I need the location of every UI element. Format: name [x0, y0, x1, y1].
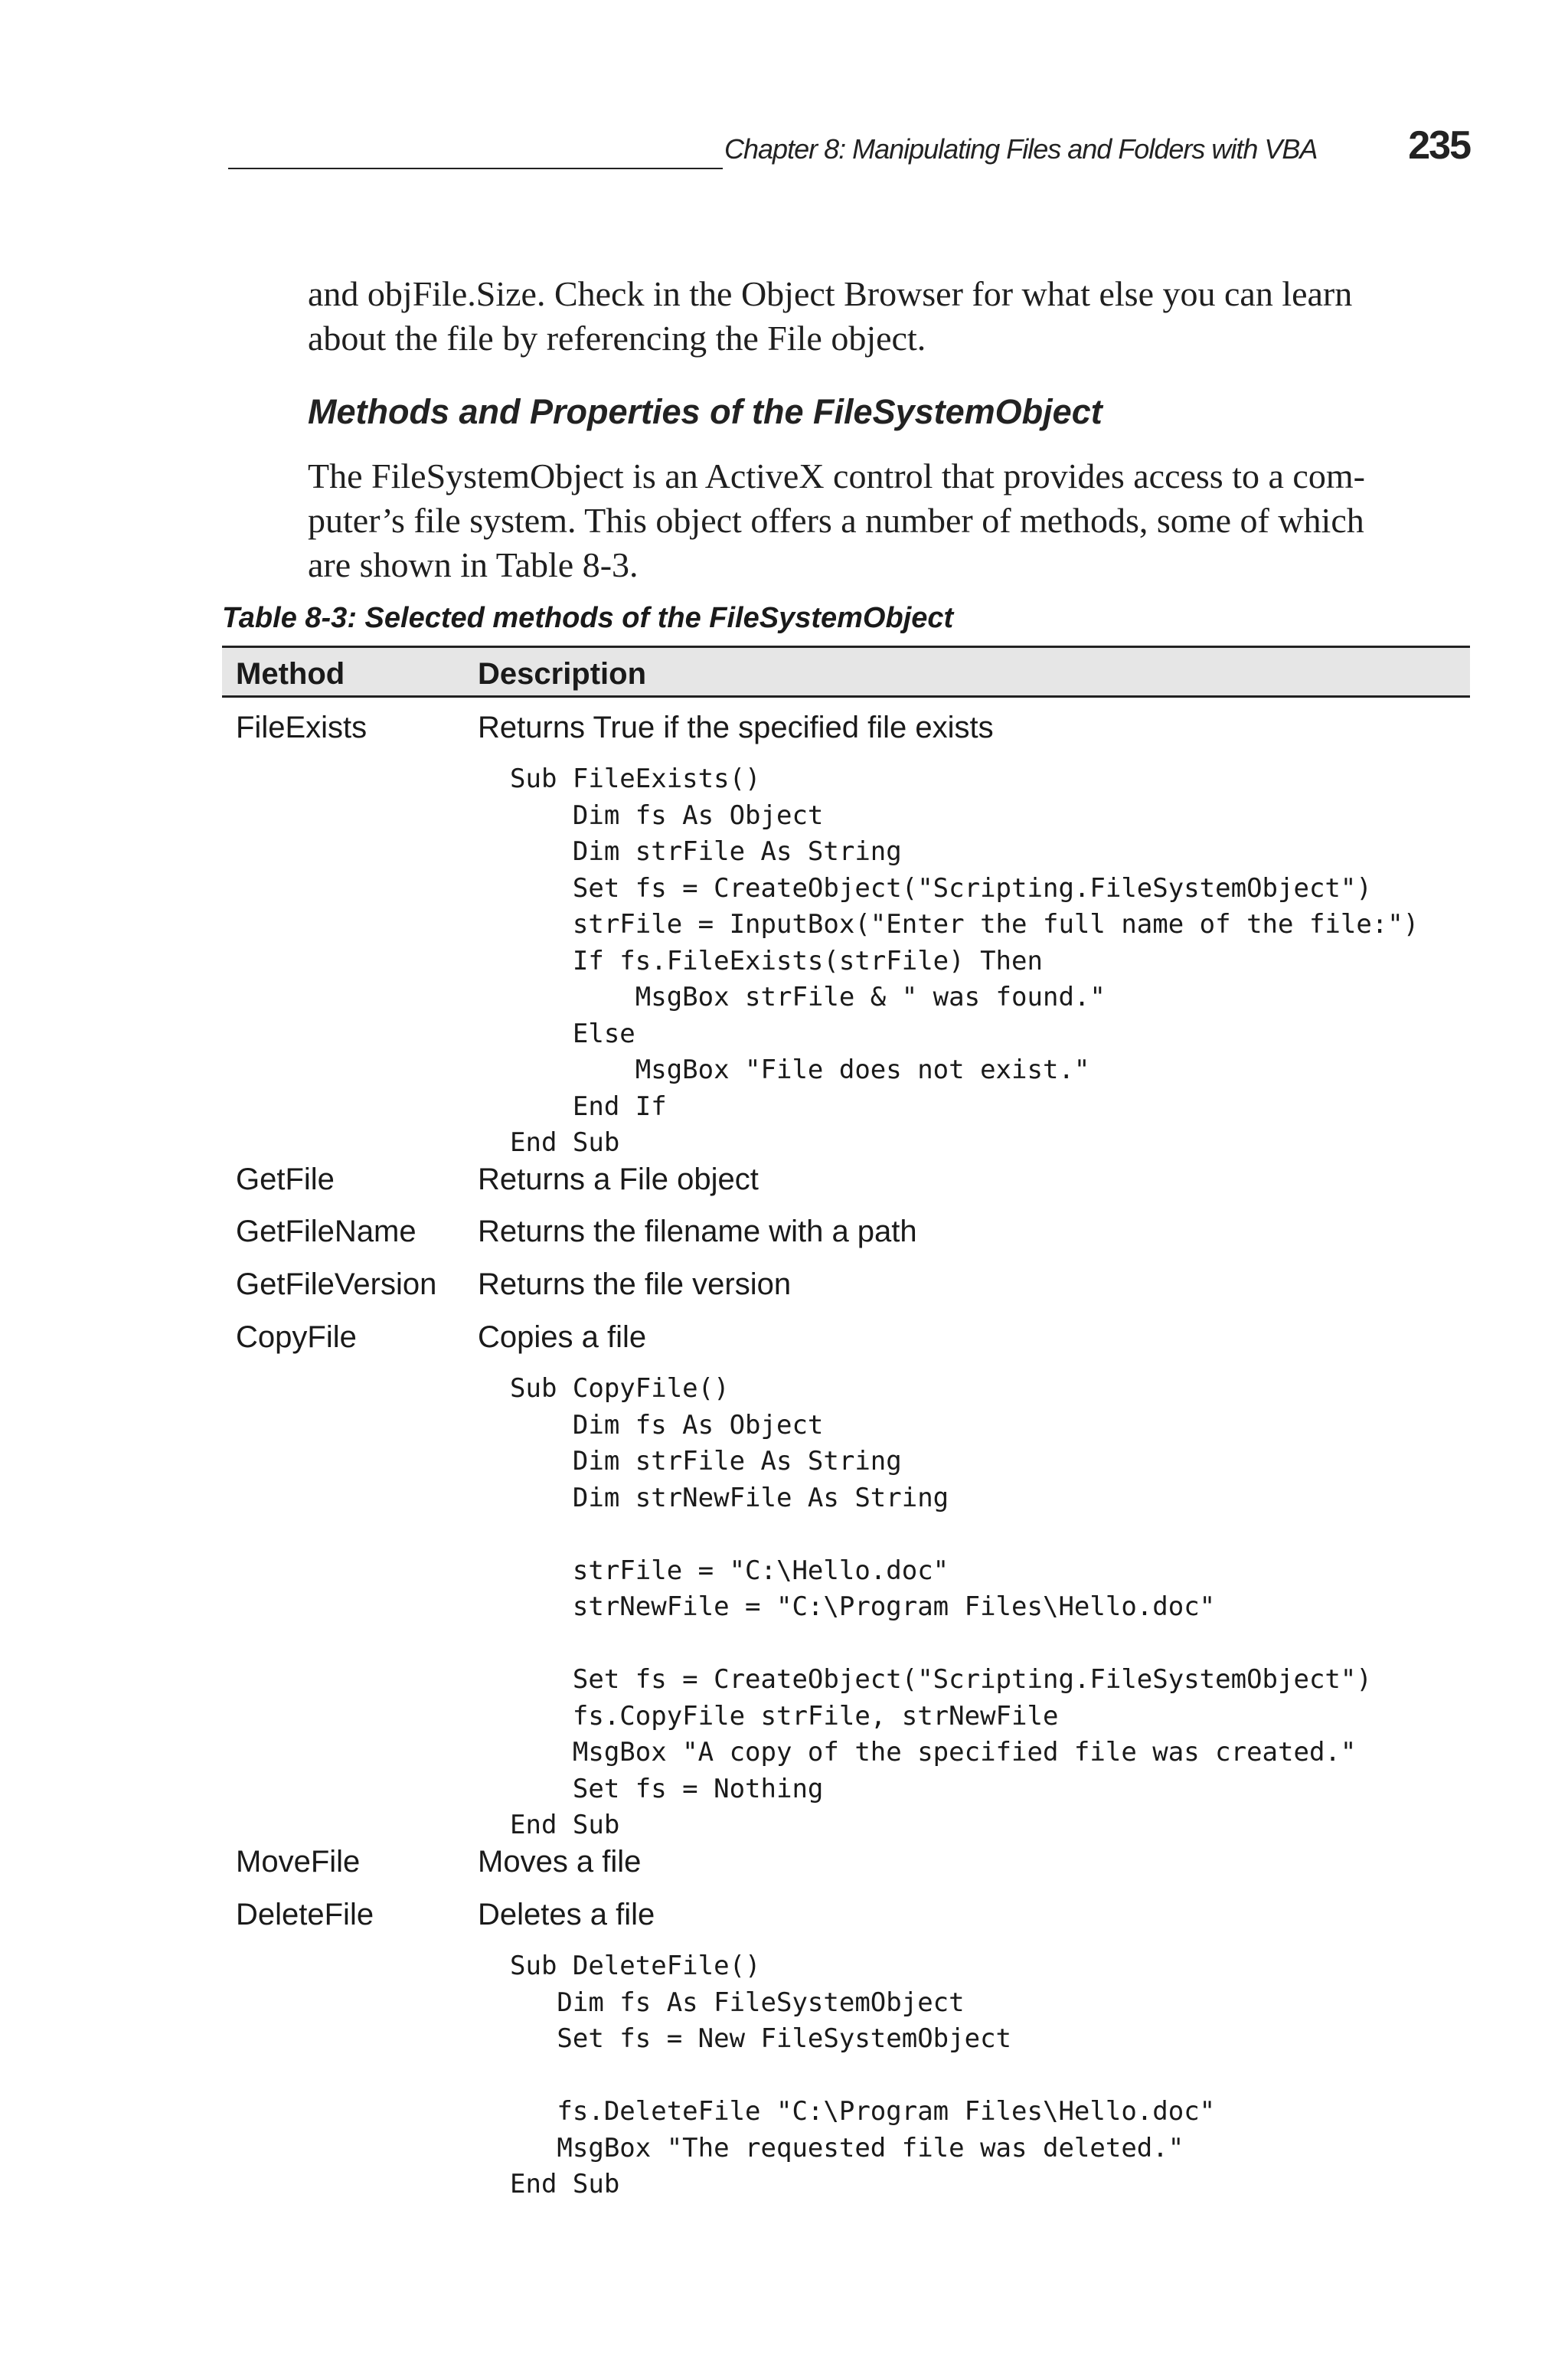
code-line: Dim strNewFile As String [510, 1482, 949, 1513]
code-sample-deletefile [510, 1948, 1215, 2203]
code-line: fs.CopyFile strFile, strNewFile [510, 1700, 1059, 1732]
column-header-description: Description [478, 657, 647, 691]
code-line: Sub DeleteFile() [510, 1951, 761, 1981]
code-line: Set fs = New FileSystemObject [510, 2023, 1012, 2054]
code-line: Else [510, 1018, 635, 1049]
paragraph-line: about the file by referencing the File object. [308, 319, 926, 358]
description-deletefile: Deletes a file [478, 1898, 655, 1931]
method-getfile: GetFile [236, 1163, 335, 1196]
paragraph-line: are shown in Table 8-3. [308, 545, 639, 584]
chapter-title: Chapter 8: Manipulating Files and Folders with VBA [724, 133, 1318, 165]
method-getfilename: GetFileName [236, 1215, 416, 1248]
intro-paragraph [308, 272, 1472, 361]
code-line [510, 1516, 1372, 1553]
code-line: Set fs = CreateObject("Scripting.FileSystemObject") [510, 1664, 1372, 1695]
code-line: fs.DeleteFile "C:\Program Files\Hello.doc" [510, 2096, 1216, 2127]
table-caption: Table 8-3: Selected methods of the FileSystemObject [222, 602, 954, 634]
page-number: 235 [1408, 123, 1470, 168]
method-getfileversion: GetFileVersion [236, 1267, 437, 1301]
column-header-method: Method [236, 657, 345, 691]
code-line: Sub CopyFile() [510, 1373, 730, 1404]
code-line: strFile = "C:\Hello.doc" [510, 1555, 949, 1586]
paragraph-line: The FileSystemObject is an ActiveX control that provides access to a com- [308, 456, 1365, 495]
code-line: Dim fs As Object [510, 800, 824, 831]
method-movefile: MoveFile [236, 1845, 361, 1879]
code-line: Dim fs As Object [510, 1409, 824, 1441]
description-fileexists: Returns True if the specified file exists [478, 711, 994, 744]
code-line: Set fs = Nothing [510, 1773, 824, 1804]
code-line [510, 2058, 1215, 2095]
code-line: strFile = InputBox("Enter the full name of the file:") [510, 909, 1419, 940]
section-paragraph [308, 454, 1472, 587]
code-line: MsgBox "The requested file was deleted." [510, 2132, 1184, 2163]
code-sample-copyfile [510, 1371, 1372, 1844]
paragraph-line: and objFile.Size. Check in the Object Browser for what else you can learn [308, 274, 1353, 313]
code-line: Set fs = CreateObject("Scripting.FileSystemObject") [510, 872, 1372, 904]
code-line: End Sub [510, 1810, 620, 1840]
code-line: End Sub [510, 1127, 620, 1158]
code-line: Dim strFile As String [510, 836, 902, 867]
code-line: MsgBox "File does not exist." [510, 1055, 1090, 1085]
code-line: End If [510, 1091, 667, 1122]
description-getfileversion: Returns the file version [478, 1267, 792, 1301]
code-line: End Sub [510, 2169, 620, 2199]
code-line: strNewFile = "C:\Program Files\Hello.doc" [510, 1591, 1216, 1622]
code-line: Dim fs As FileSystemObject [510, 1987, 965, 2018]
method-copyfile: CopyFile [236, 1320, 357, 1354]
method-deletefile: DeleteFile [236, 1898, 374, 1931]
code-line: Dim strFile As String [510, 1446, 902, 1477]
code-line: MsgBox "A copy of the specified file was created." [510, 1737, 1357, 1768]
code-line: MsgBox strFile & " was found." [510, 982, 1106, 1012]
section-heading: Methods and Properties of the FileSystemObject [308, 392, 1102, 431]
paragraph-line: puter’s file system. This object offers a number of methods, some of which [308, 501, 1364, 540]
running-head [228, 123, 1470, 176]
header-rule [228, 168, 723, 169]
code-sample-fileexists [510, 761, 1419, 1162]
description-copyfile: Copies a file [478, 1320, 647, 1354]
method-fileexists: FileExists [236, 711, 368, 744]
table-header [222, 646, 1470, 698]
code-line [510, 1626, 1372, 1663]
code-line: Sub FileExists() [510, 764, 761, 794]
description-movefile: Moves a file [478, 1845, 642, 1879]
code-line: If fs.FileExists(strFile) Then [510, 945, 1043, 976]
description-getfilename: Returns the filename with a path [478, 1215, 917, 1248]
description-getfile: Returns a File object [478, 1163, 759, 1196]
